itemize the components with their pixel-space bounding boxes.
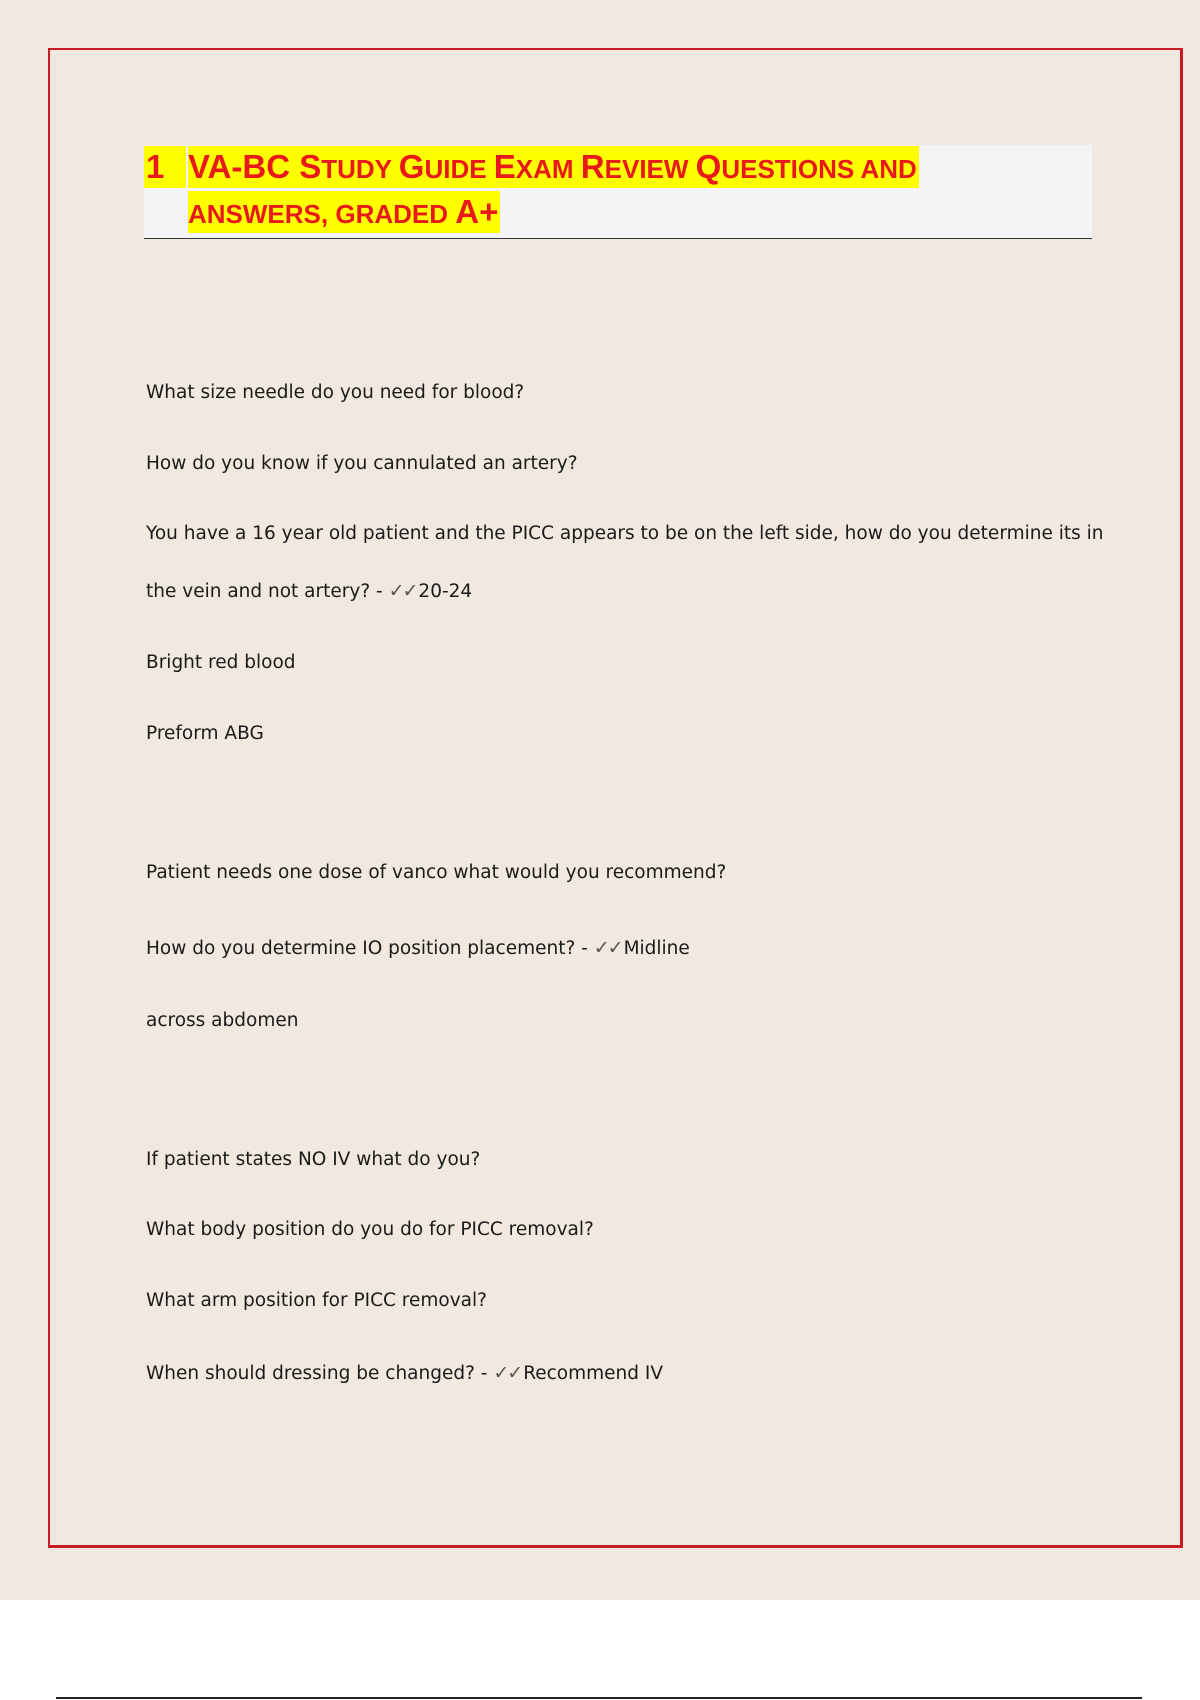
question-line — [146, 1218, 594, 1242]
title-part: G — [398, 148, 425, 185]
title-part: VA-BC S — [188, 148, 322, 185]
answer-line — [146, 722, 264, 746]
title-part: XAM — [515, 154, 581, 184]
question-line — [146, 1148, 480, 1172]
line-text: You have a 16 year old patient and the PICC appears to be on the left side, how do you determine its in — [146, 523, 1104, 544]
answer-text: 20-24 — [418, 581, 473, 602]
double-check-icon: ✓✓ — [593, 937, 622, 959]
title-line-2 — [188, 191, 500, 233]
question-line — [146, 1361, 663, 1386]
title-number: 1 — [144, 146, 186, 188]
answer-text: Midline — [623, 938, 690, 959]
title-part: TUDY — [321, 154, 399, 184]
title-part: R — [580, 148, 605, 185]
line-text: If patient states NO IV what do you? — [146, 1149, 481, 1170]
line-text: How do you know if you cannulated an artery? — [146, 453, 578, 474]
line-text: What arm position for PICC removal? — [146, 1290, 487, 1311]
line-text: How do you determine IO position placement? - — [146, 938, 594, 959]
line-text: the vein and not artery? - — [146, 581, 389, 602]
question-line — [146, 522, 1104, 546]
title-part: A+ — [455, 193, 499, 230]
line-text: When should dressing be changed? - — [146, 1363, 494, 1384]
title-part: UIDE — [424, 154, 494, 184]
answer-line — [146, 651, 296, 675]
question-line — [146, 579, 472, 604]
page-border — [48, 48, 1183, 1548]
question-line — [146, 1289, 487, 1313]
double-check-icon: ✓✓ — [388, 580, 417, 602]
line-text: Bright red blood — [146, 652, 296, 673]
line-text: across abdomen — [146, 1010, 299, 1031]
line-text: Preform ABG — [146, 723, 264, 744]
title-part: ANSWERS, GRADED — [188, 199, 456, 229]
title-line-1 — [188, 146, 919, 188]
title-part: EVIEW — [604, 154, 696, 184]
document-title — [144, 145, 1092, 239]
question-line — [146, 936, 690, 961]
answer-text: Recommend IV — [523, 1363, 663, 1384]
title-part: E — [493, 148, 516, 185]
answer-line — [146, 1009, 298, 1033]
double-check-icon: ✓✓ — [493, 1362, 522, 1384]
footer-rule — [56, 1697, 1142, 1699]
line-text: What body position do you do for PICC removal? — [146, 1219, 594, 1240]
question-line — [146, 452, 578, 476]
title-part: Q — [695, 148, 722, 185]
title-part: UESTIONS AND — [721, 154, 917, 184]
line-text: Patient needs one dose of vanco what would you recommend? — [146, 862, 727, 883]
question-line — [146, 381, 524, 405]
line-text: What size needle do you need for blood? — [146, 382, 525, 403]
question-line — [146, 861, 726, 885]
